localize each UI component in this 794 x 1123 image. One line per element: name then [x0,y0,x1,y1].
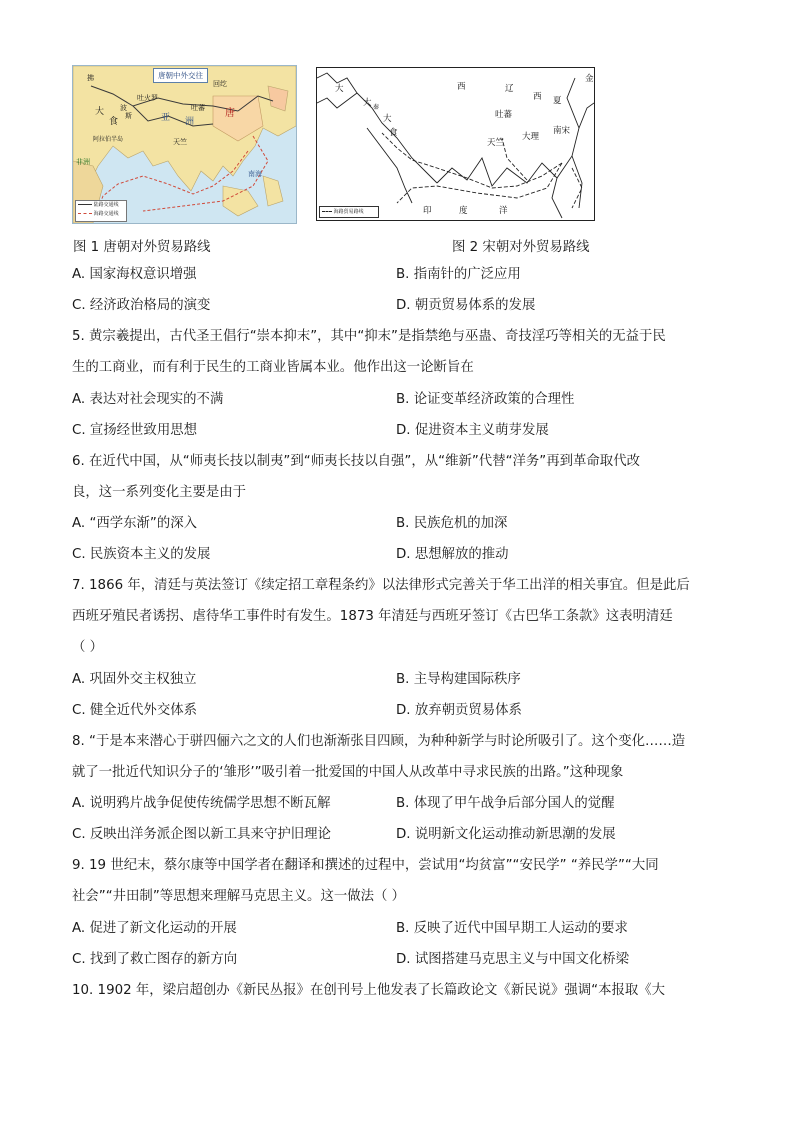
map2-label-nansong: 南宋 [553,126,571,136]
q7-option-a: A. 巩固外交主权独立 [72,672,197,687]
q5-option-d: D. 促进资本主义萌芽发展 [396,423,549,438]
q8-stem-line2: 就了一批近代知识分子的‘雏形’”吸引着一批爱国的中国人从改革中寻求民族的出路。”这种现象 [72,765,624,780]
map2-legend [319,206,379,218]
q9-stem-line1: 9. 19 世纪末，蔡尔康等中国学者在翻译和撰述的过程中，尝试用“均贫富”“安民学” “养民学”“大同 [72,858,659,873]
q5-option-a: A. 表达对社会现实的不满 [72,392,224,407]
q8-option-b: B. 体现了甲午战争后部分国人的觉醒 [396,796,615,811]
map1-label-tang: 唐 [225,108,235,119]
map1-label-ya: 亚 [161,113,171,123]
map2-label-xia: 夏 [553,96,562,106]
map1-label-huihe: 回纥 [213,80,227,88]
q5-stem-line2: 生的工商业，而有利于民生的工商业皆属本业。他作出这一论断旨在 [72,360,474,375]
map1-label-si: 斯 [125,112,132,120]
q8-option-c: C. 反映出洋务派企图以新工具来守护旧理论 [72,827,331,842]
map2-label-xi: 西 [457,82,466,92]
q8-stem-line1: 8. “于是本来潜心于骈四俪六之文的人们也渐渐张目四顾，为种种新学与时论所吸引了。这个变化……造 [72,734,686,749]
map2-label-yang: 洋 [499,206,508,216]
q6-option-d: D. 思想解放的推动 [396,547,509,562]
map2-label-qin-da: 大 [363,98,372,108]
map1-legend [75,200,127,222]
q8-option-d: D. 说明新文化运动推动新思潮的发展 [396,827,616,842]
map1-label-shi: 食 [109,117,119,127]
map2-label-liao: 辽 [505,84,514,94]
q4-option-c: C. 经济政治格局的演变 [72,298,211,313]
q10-stem-line1: 10. 1902 年，梁启超创办《新民丛报》在创刊号上他发表了长篇政论文《新民说》强调“本报取《大 [72,983,666,998]
q6-stem-line1: 6. 在近代中国，从“师夷长技以制夷”到“师夷长技以自强”，从“维新”代替“洋务”再到革命取代改 [72,454,640,469]
map2-label-yin: 印 [423,206,432,216]
q5-option-b: B. 论证变革经济政策的合理性 [396,392,575,407]
map2-label-qin: 秦 [373,104,380,111]
map2-label-da3: 大 [383,114,392,124]
q6-option-c: C. 民族资本主义的发展 [72,547,211,562]
map1-label-fu: 拂 [87,74,94,82]
map2-label-du: 度 [459,206,468,216]
q4-option-a: A. 国家海权意识增强 [72,267,197,282]
map1-title: 唐朝中外交往 [153,68,208,83]
figure2-caption: 图 2 宋朝对外贸易路线 [452,240,590,255]
q9-option-c: C. 找到了救亡图存的新方向 [72,952,238,967]
q6-option-b: B. 民族危机的加深 [396,516,508,531]
figure1-caption: 图 1 唐朝对外贸易路线 [73,240,211,255]
map1-label-feizhou: 非洲 [76,158,90,166]
tang-trade-map [72,65,297,224]
map2-label-shi: 食 [389,128,398,138]
q7-option-b: B. 主导构建国际秩序 [396,672,521,687]
map2-label-da: 大 [335,84,344,94]
q7-stem-line1: 7. 1866 年，清廷与英法签订《续定招工章程条约》以法律形式完善关于华工出洋的相关事宜。但是此后 [72,578,690,593]
map1-label-alabo: 阿拉伯半岛 [93,136,124,143]
song-trade-map [316,67,595,221]
q9-option-d: D. 试图搭建马克思主义与中国文化桥梁 [396,952,630,967]
q4-option-d: D. 朝贡贸易体系的发展 [396,298,536,313]
map1-label-nanhai: 南海 [248,170,262,178]
q9-stem-line2: 社会”“井田制”等思想来理解马克思主义。这一做法（ ） [72,889,406,904]
map1-label-tubo: 吐蕃 [191,104,205,112]
map1-label-tuhuoluo: 吐火罗 [137,94,158,102]
q7-answer-blank: （ ） [72,640,104,655]
map1-label-tianzhu: 天竺 [173,138,187,146]
legend-land-label: 陆路交通线 [93,202,119,208]
q6-stem-line2: 良，这一系列变化主要是由于 [72,485,247,500]
map2-label-xi2: 西 [533,92,542,102]
q7-stem-line2: 西班牙殖民者诱拐、虐待华工事件时有发生。1873 年清廷与西班牙签订《古巴华工条款》这表明清廷 [72,609,673,624]
legend-sea-label: 海路交通线 [93,211,119,217]
q7-option-d: D. 放弃朝贡贸易体系 [396,703,522,718]
map2-legend-label: 海路贸易路线 [333,209,364,215]
q5-option-c: C. 宣扬经世致用思想 [72,423,197,438]
q5-stem-line1: 5. 黄宗羲提出，古代圣王倡行“崇本抑末”，其中“抑末”是指禁绝与巫蛊、奇技淫巧等相关的无益于民 [72,329,666,344]
q9-option-a: A. 促进了新文化运动的开展 [72,921,237,936]
map2-label-tianzhu: 天竺 [487,138,505,148]
map1-label-zhou: 洲 [185,117,195,127]
map2-label-tubo: 吐蕃 [495,110,513,120]
q9-option-b: B. 反映了近代中国早期工人运动的要求 [396,921,628,936]
song-map-drawing [317,68,594,220]
map1-label-bo: 波 [120,104,127,112]
q7-option-c: C. 健全近代外交体系 [72,703,197,718]
q8-option-a: A. 说明鸦片战争促使传统儒学思想不断瓦解 [72,796,331,811]
map2-label-jin: 金 [585,74,594,84]
q4-option-b: B. 指南针的广泛应用 [396,267,521,282]
q6-option-a: A. “西学东渐”的深入 [72,516,198,531]
map1-label-da: 大 [95,107,105,117]
map2-label-dali: 大理 [522,132,540,142]
